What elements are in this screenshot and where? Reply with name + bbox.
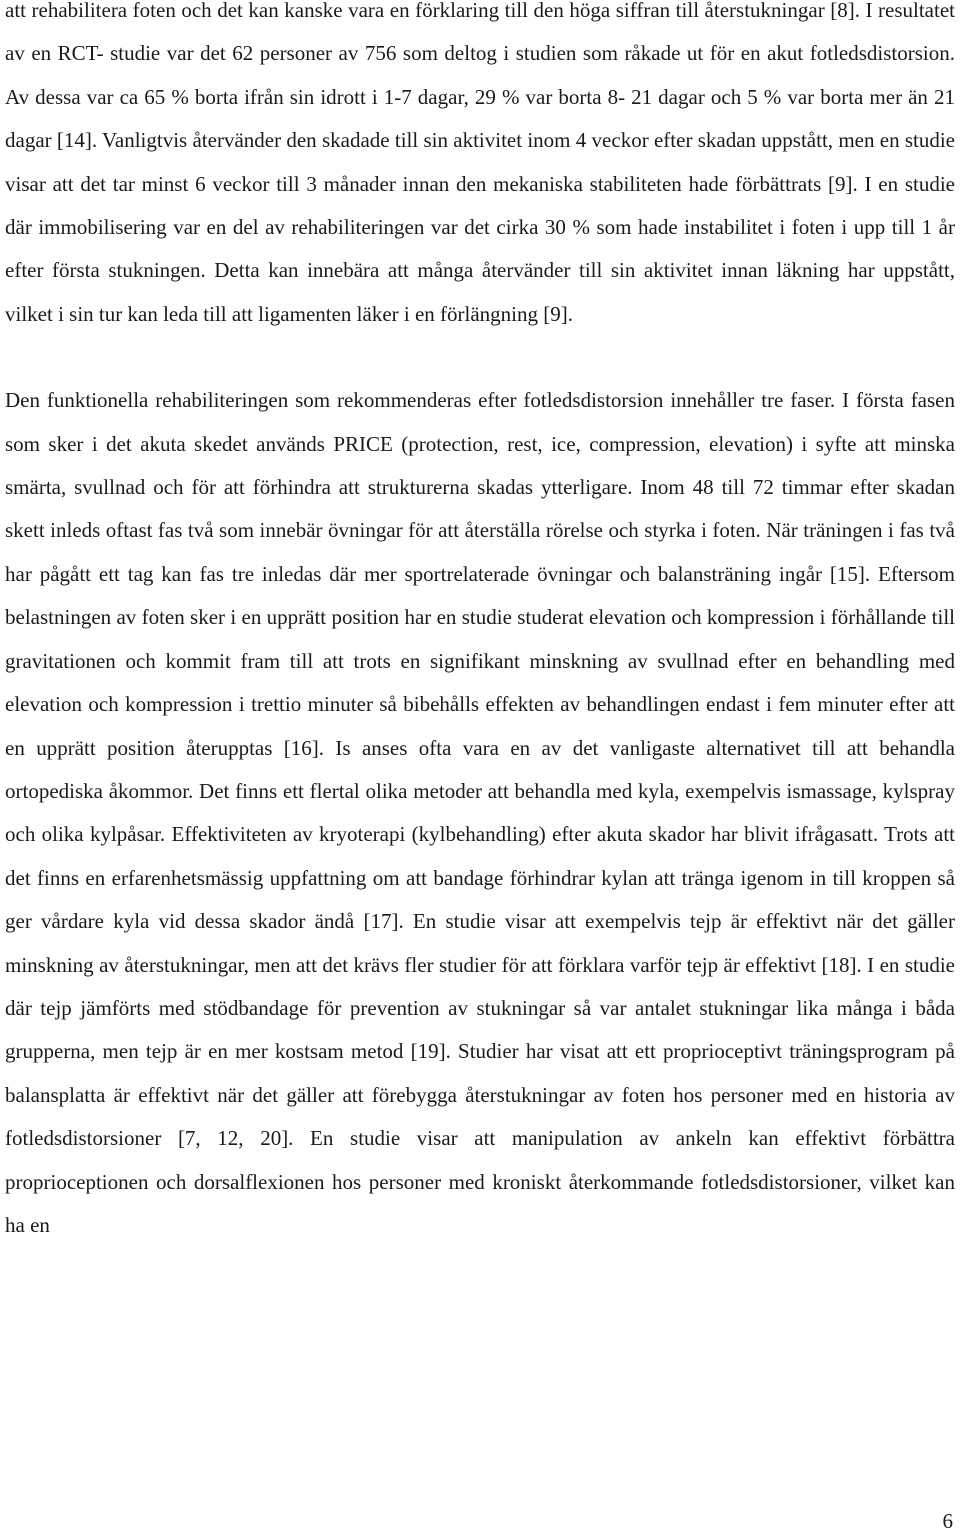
body-paragraph: att rehabilitera foten och det kan kanske vara en förklaring till den höga siffran till återstukningar [8]. I resultatet av en RCT- studie var det 62 personer av 756 som deltog i studien som råkade ut för en akut fotledsdistorsion. Av dessa var ca 65 % borta ifrån sin idrott i 1-7 dagar, 29 % var borta 8- 21 dagar och 5 % var borta mer än 21 dagar [14]. Vanligtvis återvänder den skadade till sin aktivitet inom 4 veckor efter skadan uppstått, men en studie visar att det tar minst 6 veckor till 3 månader innan den mekaniska stabiliteten hade förbättrats [9]. I en studie där immobilisering var en del av rehabiliteringen var det cirka 30 % som hade instabilitet i foten i upp till 1 år efter första stukningen. Detta kan innebära att många återvänder till sin aktivitet innan läkning har uppstått, vilket i sin tur kan leda till att ligamenten läker i en förlängning [9]. bbox=[5, 0, 955, 326]
document-page bbox=[5, 0, 955, 1247]
page-number: 6 bbox=[942, 1509, 953, 1533]
body-paragraph: Den funktionella rehabiliteringen som rekommenderas efter fotledsdistorsion innehåller tre faser. I första fasen som sker i det akuta skedet används PRICE (protection, rest, ice, compression, elevation) i syfte att minska smärta, svullnad och för att förhindra att strukturerna skadas ytterligare. Inom 48 till 72 timmar efter skadan skett inleds oftast fas två som innebär övningar för att återställa rörelse och styrka i foten. När träningen i fas två har pågått ett tag kan fas tre inledas där mer sportrelaterade övningar och balansträning ingår [15]. Eftersom belastningen av foten sker i en upprätt position har en studie studerat elevation och kompression i förhållande till gravitationen och kommit fram till att trots en signifikant minskning av svullnad efter en behandling med elevation och kompression i trettio minuter så bibehålls effekten av behandlingen endast i fem minuter efter att en upprätt position återupptas [16]. Is anses ofta vara en av det vanligaste alternativet till att behandla ortopediska åkommor. Det finns ett flertal olika metoder att behandla med kyla, exempelvis ismassage, kylspray och olika kylpåsar. Effektiviteten av kryoterapi (kylbehandling) efter akuta skador har blivit ifrågasatt. Trots att det finns en erfarenhetsmässig uppfattning om att bandage förhindrar kylan att tränga igenom in till kroppen så ger vårdare kyla vid dessa skador ändå [17]. En studie visar att exempelvis tejp är effektivt när det gäller minskning av återstukningar, men att det krävs fler studier för att förklara varför tejp är effektivt [18]. I en studie där tejp jämförts med stödbandage för prevention av stukningar så var antalet stukningar lika många i båda grupperna, men tejp är en mer kostsam metod [19]. Studier har visat att ett proprioceptivt träningsprogram på balansplatta är effektivt när det gäller att förebygga återstukningar av foten hos personer med en historia av fotledsdistorsioner [7, 12, 20]. En studie visar att manipulation av ankeln kan effektivt förbättra proprioceptionen och dorsalflexionen hos personer med kroniskt återkommande fotledsdistorsioner, vilket kan ha en bbox=[5, 388, 955, 1237]
